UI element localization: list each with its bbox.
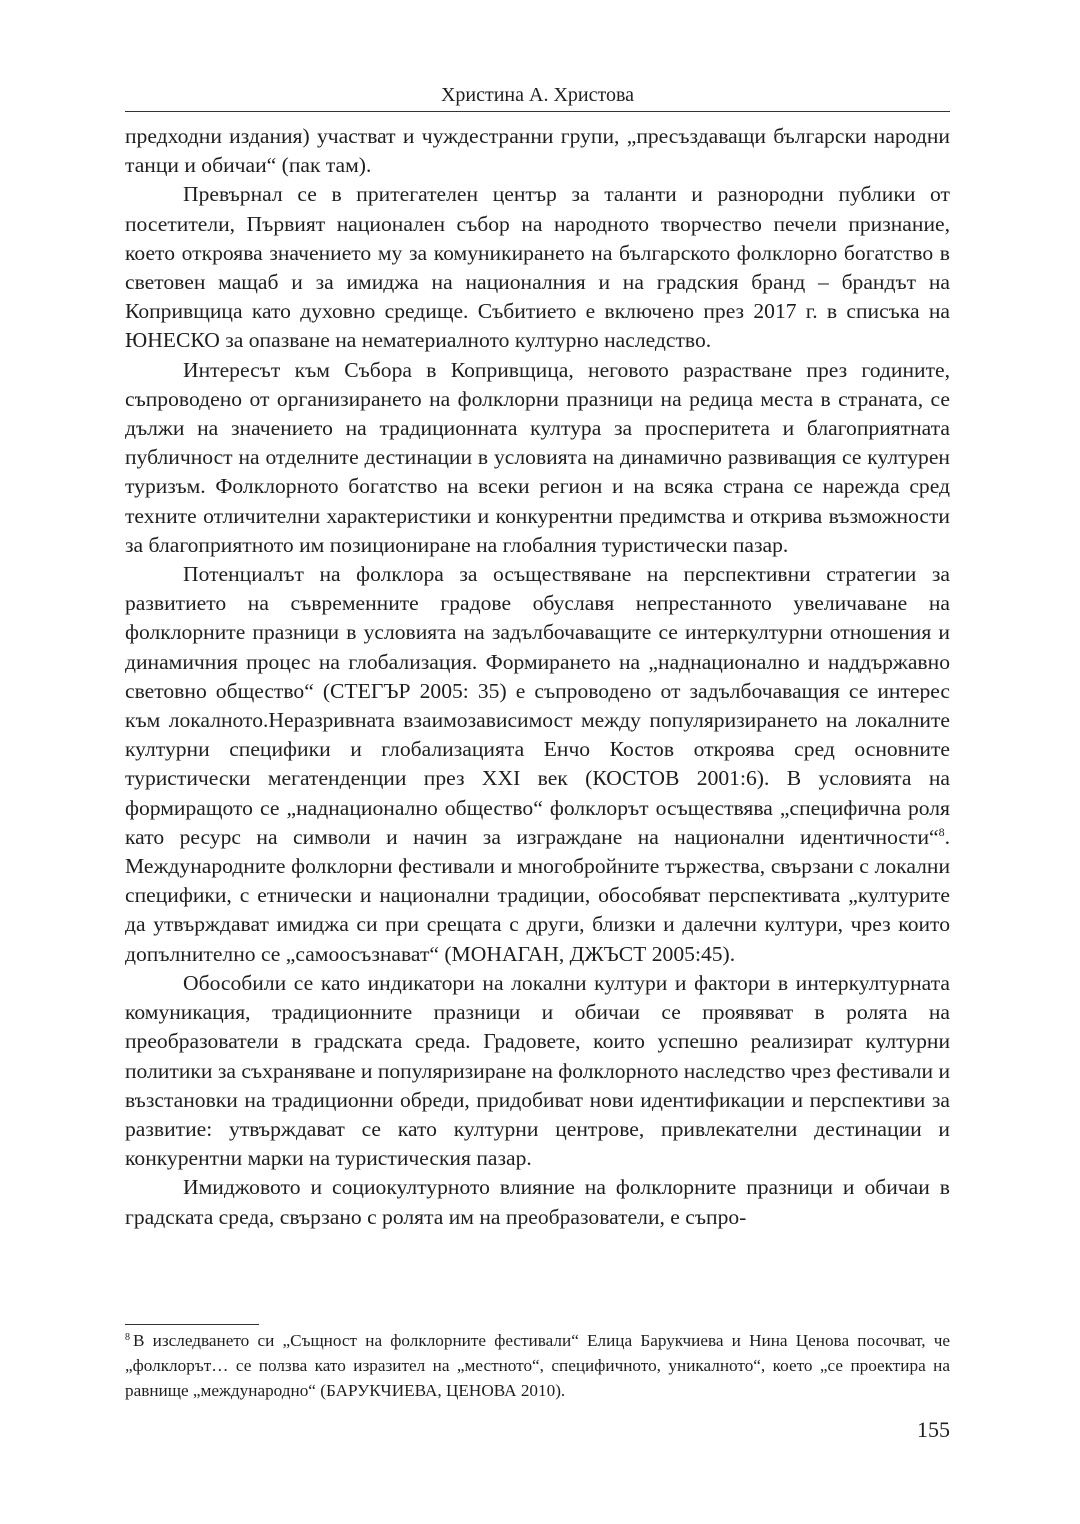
paragraph: Интересът към Събора в Копривщица, неговото разрастване през годините, съпроводено от организирането на фолклорни празници на редица места в страната, се дължи на значението на традиционната култура за просперитета и благоприятната публичност на отделните дестинации в условията на динамично развиващия се културен туризъм. Фолклорното богатство на всеки регион и на всяка страна се нарежда сред техните отличителни характеристики и конкурентни предимства и открива възможности за благоприятното им позициониране на глобалния туристически пазар. <box>125 357 950 557</box>
body-text <box>125 122 950 1232</box>
footnotes <box>125 1328 950 1403</box>
paragraph: Превърнал се в притегателен център за таланти и разнородни публики от посетители, Първият национален събор на народното творчество печели признание, което откроява значението му за комуникирането на българското фолклорно богатство в световен мащаб и за имиджа на националния и на градския бранд – брандът на Копривщица като духовно средище. Събитието е включено през 2017 г. в списъка на ЮНЕСКО за опазване на нематериалното културно наследство. <box>125 182 950 353</box>
footnote-number: 8 <box>125 1332 130 1343</box>
running-head: Христина А. Христова <box>440 84 635 106</box>
paragraph: Обособили се като индикатори на локални култури и фактори в интеркултурната комуникация, традиционните празници и обичаи се проявяват в ролята на преобразователи в градската среда. Градовете, които успешно реализират културни политики за съхраняване и популяризиране на фолклорното наследство чрез фестивали и възстановки на традиционни обреди, придобиват нови идентификации и перспективи за развитие: утвърждават се като културни центрове, привлекателни дестинации и конкурентни марки на туристическия пазар. <box>125 970 950 1171</box>
paragraph-with-footnote <box>125 560 950 969</box>
paragraph-continued: предходни издания) участват и чуждестранни групи, „пресъздаващи български народни танци и обичаи“ (пак там). <box>125 124 950 178</box>
header-rule <box>125 111 950 112</box>
footnote <box>125 1328 950 1403</box>
footnote-text: В изследването си „Същност на фолклорните фестивали“ Елица Барукчиева и Нина Ценова посочват, че „фолклорът… се ползва като изразител на „местното“, специфичното, уникалното“, което „се проектира на равнище „международно“ (БАРУКЧИЕВА, ЦЕНОВА 2010). <box>125 1331 950 1400</box>
footnote-reference[interactable]: 8 <box>938 824 945 839</box>
page-number: 155 <box>917 1417 950 1442</box>
paragraph-text: . Международните фолклорни фестивали и многобройните тържества, свързани с локални специфики, с етнически и национални традиции, обособяват перспективата „културите да утвърждават имиджа си при срещата с други, близки и далечни култури, чрез които допълнително се „самоосъзнават“ (МОНАГАН, ДЖЪСТ 2005:45). <box>125 824 950 966</box>
paragraph: Имиджовото и социокултурното влияние на фолклорните празници и обичаи в градската среда, свързано с ролята им на преобразователи, е съпро- <box>125 1175 950 1229</box>
footnote-rule <box>125 1324 259 1325</box>
paragraph-text: Потенциалът на фолклора за осъществяване на перспективни стратегии за развитието на съвременните градове обуславя непрестанното увеличаване на фолклорните празници в условията на задълбочаващите се интеркултурни отношения и динамичния процес на глобализация. Формирането на „наднационално и наддържавно световно общество“ (СТЕГЪР 2005: 35) е съпроводено от задълбочаващия се интерес към локалното.Неразривната взаимозависимост между популяризирането на локалните културни специфики и глобализацията Енчо Костов откроява сред основните туристически мегатенденции през XXI век (КОСТОВ 2001:6). В условията на формиращото се „наднационално общество“ фолклорът осъществява „специфична роля като ресурс на символи и начин за изграждане на национални идентичности“ <box>125 562 950 849</box>
